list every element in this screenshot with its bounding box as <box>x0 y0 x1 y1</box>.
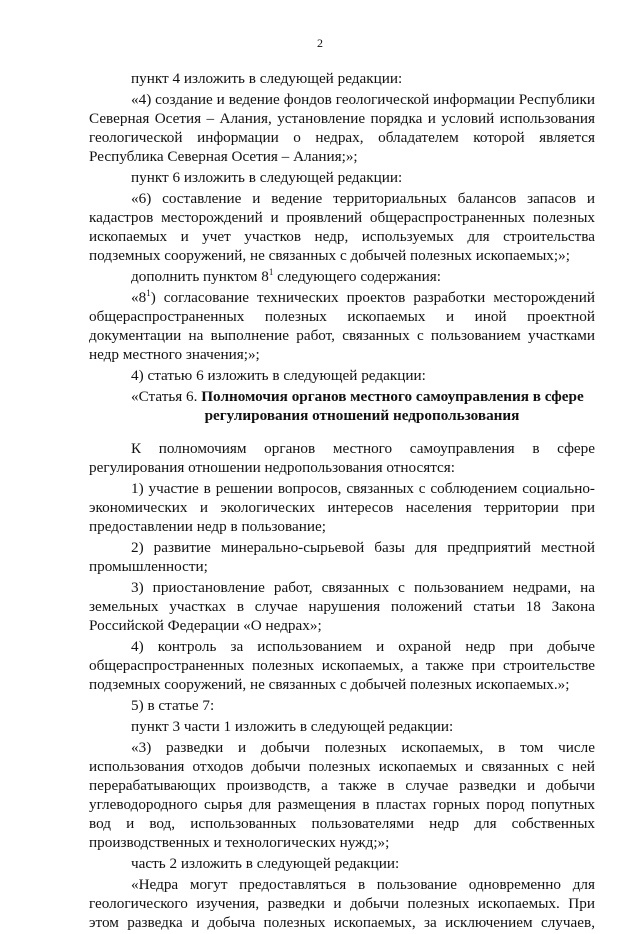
text: ) согласование технических проектов разработки месторождений общераспространенных полезных ископаемых и иной проектной документации на выполнение работ, связанных с пользованием участками недр местного значения;»; <box>89 289 595 363</box>
text: дополнить пунктом 8 <box>131 268 269 285</box>
paragraph: 4) статью 6 изложить в следующей редакции: <box>131 367 426 384</box>
article-heading <box>89 387 595 425</box>
paragraph: 2) развитие минерально-сырьевой базы для предприятий местной промышленности; <box>89 539 595 575</box>
paragraph: пункт 6 изложить в следующей редакции: <box>131 169 403 186</box>
document-body <box>89 69 595 934</box>
superscript: 1 <box>146 288 151 298</box>
page-number: 2 <box>317 36 323 50</box>
paragraph <box>89 288 595 364</box>
superscript: 1 <box>268 267 274 277</box>
paragraph <box>89 267 595 286</box>
paragraph: К полномочиям органов местного самоуправления в сфере регулирования отношении недропользования относятся: <box>89 440 595 476</box>
paragraph: пункт 4 изложить в следующей редакции: <box>131 70 403 87</box>
paragraph: «Недра могут предоставляться в пользование одновременно для геологического изучения, разведки и добычи полезных ископаемых. При этом разведка и добыча полезных ископаемых, за исключением случаев, <box>89 876 595 931</box>
paragraph: 3) приостановление работ, связанных с пользованием недрами, на земельных участках в случае нарушения положений статьи 18 Закона Российской Федерации «О недрах»; <box>89 579 595 634</box>
text: «8 <box>131 289 147 306</box>
paragraph: 4) контроль за использованием и охраной недр при добыче общераспространенных полезных ископаемых, а также при строительстве подземных сооружений, не связанных с добычей полезных ископаемых.»; <box>89 638 595 693</box>
article-title-line2: регулирования отношений недропользования <box>204 407 520 424</box>
paragraph: часть 2 изложить в следующей редакции: <box>131 855 400 872</box>
paragraph: пункт 3 части 1 изложить в следующей редакции: <box>131 718 454 735</box>
paragraph: «6) составление и ведение территориальных балансов запасов и кадастров месторождений и проявлений общераспространенных полезных ископаемых и учет участков недр, используемых для строительства подземных сооружений, не связанных с добычей полезных ископаемых;»; <box>89 190 595 264</box>
paragraph: «4) создание и ведение фондов геологической информации Республики Северная Осетия – Алания, установление порядка и условий использования геологической информации о недрах, обладателем которой является Республика Северная Осетия – Алания;»; <box>89 91 595 165</box>
paragraph: 1) участие в решении вопросов, связанных с соблюдением социально-экономических и экологических интересов населения территории при предоставлении недр в пользование; <box>89 480 595 535</box>
article-prefix: «Статья 6. <box>131 388 202 405</box>
paragraph: 5) в статье 7: <box>131 697 215 714</box>
text: следующего содержания: <box>273 268 441 285</box>
article-title-line1: Полномочия органов местного самоуправления в сфере <box>201 388 584 405</box>
paragraph: «3) разведки и добычи полезных ископаемых, в том числе использования отходов добычи полезных ископаемых и связанных с ней перерабатывающих производств, а также в случае разведки и добычи углеводородного сырья для размещения в пластах горных пород попутных вод и вод, использованных пользователями недр для собственных производственных и технологических нужд;»; <box>89 739 595 851</box>
